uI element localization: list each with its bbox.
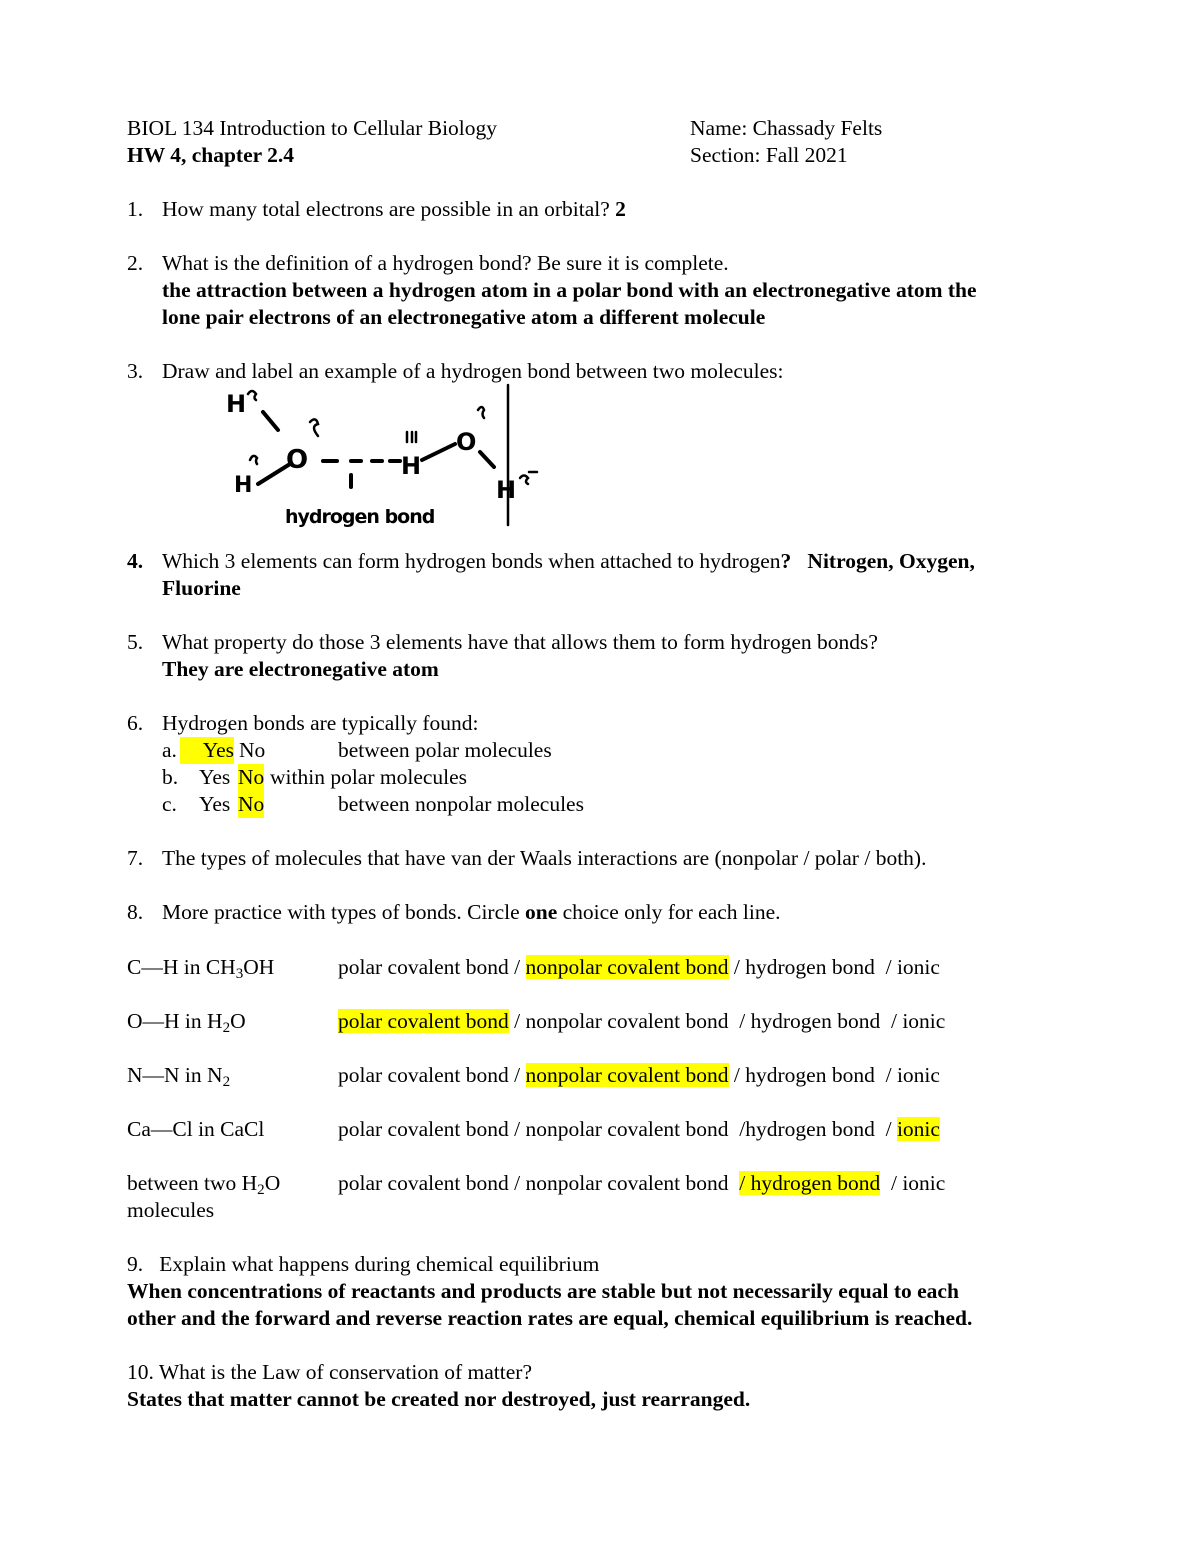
option-c-yes: Yes	[199, 792, 231, 816]
choice-polar: polar covalent bond	[338, 955, 509, 979]
hydrogen-atom-label: H	[401, 452, 422, 480]
covalent-bond-line	[263, 412, 278, 430]
choice-polar: polar covalent bond	[338, 1171, 509, 1195]
choice-hydrogen: hydrogen bond	[745, 1117, 875, 1141]
question-2-text: What is the definition of a hydrogen bond? Be sure it is complete.	[162, 251, 729, 275]
bond-choices-row: polar covalent bond / nonpolar covalent bond /hydrogen bond / ionic	[338, 1117, 940, 1141]
bond-row-label: N—N in $N_2$	[127, 1063, 231, 1090]
bond-row-label: O—H in $H_2O$	[127, 1009, 246, 1036]
question-text: More practice with types of bonds. Circle	[162, 900, 520, 924]
choice-hydrogen-selected: / hydrogen bond	[739, 1171, 881, 1195]
choice-ionic: ionic	[902, 1171, 946, 1195]
choice-ionic-selected: ionic	[896, 1117, 940, 1141]
choice-ionic: ionic	[896, 955, 940, 979]
question-1	[162, 196, 626, 223]
question-9	[127, 1251, 599, 1278]
choice-nonpolar: nonpolar covalent bond	[525, 1117, 729, 1141]
question-text: choice only for each line.	[562, 900, 781, 924]
hydrogen-bond-label: hydrogen bond	[285, 506, 435, 528]
question-text: Which 3 elements can form hydrogen bonds when attached to hydrogen	[162, 549, 781, 573]
choice-polar: polar covalent bond	[338, 1063, 509, 1087]
question-5-text: What property do those 3 elements have that allows them to form hydrogen bonds?	[162, 630, 878, 654]
homework-title: HW 4, chapter 2.4	[127, 143, 295, 167]
hydrogen-atom-label: H	[226, 390, 247, 418]
oxygen-atom-label: O	[286, 445, 309, 475]
question-number: 1.	[127, 197, 144, 221]
question-10-text: 10. What is the Law of conservation of matter?	[127, 1360, 532, 1384]
hydrogen-atom-label: H	[496, 476, 517, 504]
option-a-desc: between polar molecules	[338, 738, 552, 762]
option-c-no: No	[238, 792, 265, 816]
choice-ionic: ionic	[902, 1009, 946, 1033]
question-number: 4.	[127, 549, 144, 573]
choice-polar: polar covalent bond	[338, 1117, 509, 1141]
answer-line: They are electronegative atom	[162, 657, 439, 681]
question-number: 3.	[127, 359, 144, 383]
hydrogen-bond-drawing	[220, 380, 550, 530]
bond-row-label: C—H in $CH_3OH$	[127, 955, 275, 982]
option-c-letter: c.	[162, 792, 177, 816]
question-6-text: Hydrogen bonds are typically found:	[162, 711, 479, 735]
bond-row-label: Ca—Cl in CaCl	[127, 1117, 265, 1141]
choice-nonpolar-selected: nonpolar covalent bond	[525, 1063, 729, 1087]
bond-choices-row: polar covalent bond / nonpolar covalent bond / hydrogen bond / ionic	[338, 1171, 946, 1195]
answer-line: Fluorine	[162, 576, 241, 600]
bond-choices-row: polar covalent bond / nonpolar covalent bond / hydrogen bond / ionic	[338, 1063, 940, 1087]
oxygen-atom-label: O	[456, 428, 477, 456]
question-number: 6.	[127, 711, 144, 735]
option-a-yes: Yes	[180, 737, 234, 764]
option-b-no: No	[238, 765, 265, 789]
choice-nonpolar: nonpolar covalent bond	[525, 1171, 729, 1195]
choice-hydrogen: hydrogen bond	[750, 1009, 881, 1033]
answer-line: other and the forward and reverse reaction rates are equal, chemical equilibrium is reached.	[127, 1306, 973, 1330]
course-title: BIOL 134 Introduction to Cellular Biology	[127, 116, 498, 140]
choice-ionic: ionic	[896, 1063, 940, 1087]
bond-choices-row: polar covalent bond / nonpolar covalent bond / hydrogen bond / ionic	[338, 955, 940, 979]
option-b-desc: within polar molecules	[270, 765, 468, 789]
option-a-letter: a.	[162, 738, 177, 762]
question-text: How many total electrons are possible in an orbital?	[162, 197, 610, 221]
bond-row-label-line2: molecules	[127, 1198, 215, 1222]
answer: 2	[615, 197, 626, 221]
question-mark: ?	[780, 549, 792, 573]
option-a-no: No	[239, 738, 266, 762]
question-3-text: Draw and label an example of a hydrogen bond between two molecules:	[162, 359, 784, 383]
answer-line: States that matter cannot be created nor destroyed, just rearranged.	[127, 1387, 751, 1411]
answer: Nitrogen, Oxygen,	[807, 549, 975, 573]
covalent-bond-line	[422, 444, 455, 460]
option-b-letter: b.	[162, 765, 179, 789]
bond-choices-row: polar covalent bond / nonpolar covalent bond / hydrogen bond / ionic	[338, 1009, 946, 1033]
question-emphasis: one	[525, 900, 558, 924]
choice-nonpolar-selected: nonpolar covalent bond	[525, 955, 729, 979]
question-number: 2.	[127, 251, 144, 275]
question-4	[162, 548, 975, 575]
question-text: Explain what happens during chemical equilibrium	[159, 1252, 600, 1276]
bond-row-label: between two $H_2O$	[127, 1171, 281, 1198]
section-label: Section: Fall 2021	[690, 143, 848, 167]
question-number: 7.	[127, 846, 144, 870]
answer-line: the attraction between a hydrogen atom in a polar bond with an electronegative atom the	[162, 278, 977, 302]
answer-line: lone pair electrons of an electronegative atom a different molecule	[162, 305, 766, 329]
question-number: 9.	[127, 1252, 144, 1276]
student-name: Name: Chassady Felts	[690, 116, 883, 140]
covalent-bond-line	[480, 452, 494, 467]
question-8-text	[162, 899, 781, 926]
hydrogen-atom-label: H	[234, 473, 253, 498]
option-c-desc: between nonpolar molecules	[338, 792, 584, 816]
option-b-yes: Yes	[199, 765, 231, 789]
answer-line: When concentrations of reactants and products are stable but not necessarily equal to each	[127, 1279, 959, 1303]
question-7-text: The types of molecules that have van der Waals interactions are (nonpolar / polar / both).	[162, 846, 927, 870]
question-number: 8.	[127, 900, 144, 924]
choice-hydrogen: hydrogen bond	[745, 955, 875, 979]
question-number: 5.	[127, 630, 144, 654]
choice-polar-selected: polar covalent bond	[338, 1009, 509, 1033]
choice-hydrogen: hydrogen bond	[745, 1063, 875, 1087]
choice-nonpolar: nonpolar covalent bond	[525, 1009, 729, 1033]
